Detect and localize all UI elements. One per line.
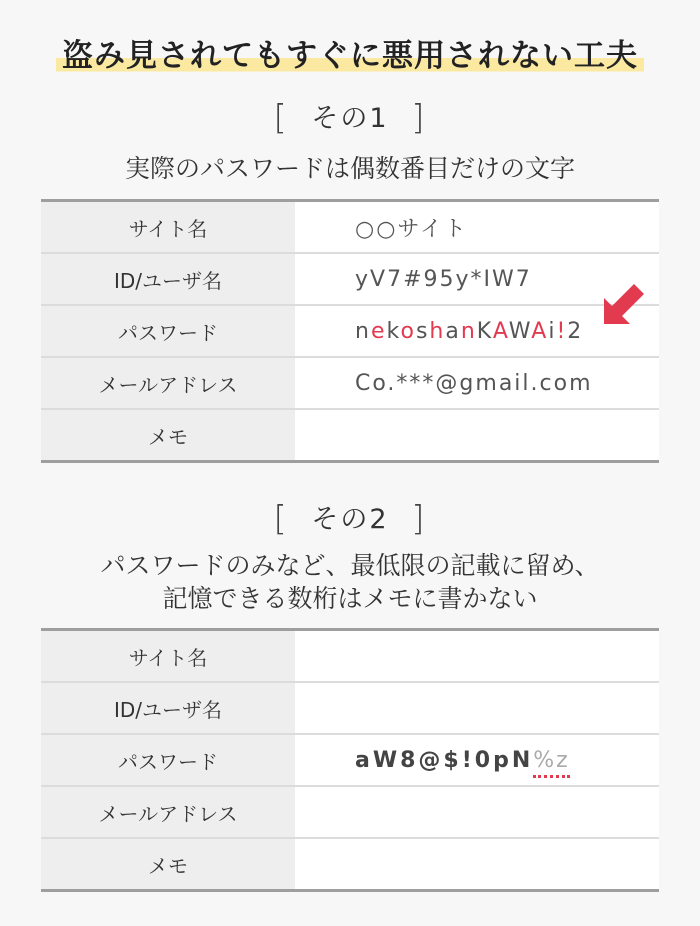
table-row (41, 253, 659, 305)
bracket-close: ] (411, 499, 427, 539)
pw-char: i (548, 318, 557, 344)
account-table-1 (41, 199, 659, 463)
account-table-2 (41, 628, 659, 892)
table-row (41, 630, 659, 683)
section2-description (0, 549, 700, 615)
pw-char-real: n (460, 318, 477, 344)
row-value-site: ○○サイト (295, 201, 659, 254)
bracket-open: [ (273, 98, 289, 138)
table-row (41, 734, 659, 786)
row-label-id: ID/ユーザ名 (41, 253, 295, 305)
row-label-memo: メモ (41, 838, 295, 891)
row-value-site (295, 630, 659, 683)
row-label-site: サイト名 (41, 201, 295, 254)
pw-char-real: h (429, 318, 446, 344)
table-row (41, 305, 659, 357)
row-label-email: メールアドレス (41, 357, 295, 409)
section2-description-line1: パスワードのみなど、最低限の記載に留め、 (100, 551, 600, 580)
pw-char: 2 (567, 318, 584, 344)
pw-char-real: e (370, 318, 387, 344)
section1-label: その1 (311, 103, 389, 134)
row-value-id: yV7#95y*IW7 (295, 253, 659, 305)
pw-char: a (445, 318, 461, 344)
table-row (41, 682, 659, 734)
pw-char: K (476, 318, 493, 344)
bracket-open: [ (273, 499, 289, 539)
pw-char: n (355, 318, 371, 344)
arrow-down-left-icon (598, 278, 650, 330)
row-value-memo (295, 838, 659, 891)
pw-char-real: A (492, 318, 509, 344)
row-label-password: パスワード (41, 734, 295, 786)
pw-char: s (415, 318, 430, 344)
bracket-close: ] (411, 98, 427, 138)
section1-heading (0, 96, 700, 138)
pw-char: W (508, 318, 532, 344)
row-value-password (295, 734, 659, 786)
pw-char-real: ! (556, 318, 568, 344)
row-label-password: パスワード (41, 305, 295, 357)
table-row (41, 357, 659, 409)
row-value-memo (295, 409, 659, 462)
pw-char-real: o (400, 318, 416, 344)
table-row (41, 786, 659, 838)
section2-description-line2: 記憶できる数桁はメモに書かない (162, 584, 538, 613)
row-value-email: Co.***@gmail.com (295, 357, 659, 409)
row-label-memo: メモ (41, 409, 295, 462)
row-value-email (295, 786, 659, 838)
row-label-email: メールアドレス (41, 786, 295, 838)
pw-hidden-digits: %z (533, 748, 569, 778)
table-row (41, 409, 659, 462)
section2-heading (0, 497, 700, 539)
page-title-wrap (0, 30, 700, 75)
table-row (41, 838, 659, 891)
row-label-id: ID/ユーザ名 (41, 682, 295, 734)
section2-label: その2 (311, 504, 389, 535)
table-row (41, 201, 659, 254)
pw-visible: aW8@$!0pN (355, 747, 534, 773)
row-label-site: サイト名 (41, 630, 295, 683)
row-value-id (295, 682, 659, 734)
pw-char-real: A (531, 318, 549, 344)
page-title: 盗み見されてもすぐに悪用されない工夫 (56, 30, 644, 75)
pw-char: k (386, 318, 401, 344)
section1-description: 実際のパスワードは偶数番目だけの文字 (124, 154, 575, 183)
